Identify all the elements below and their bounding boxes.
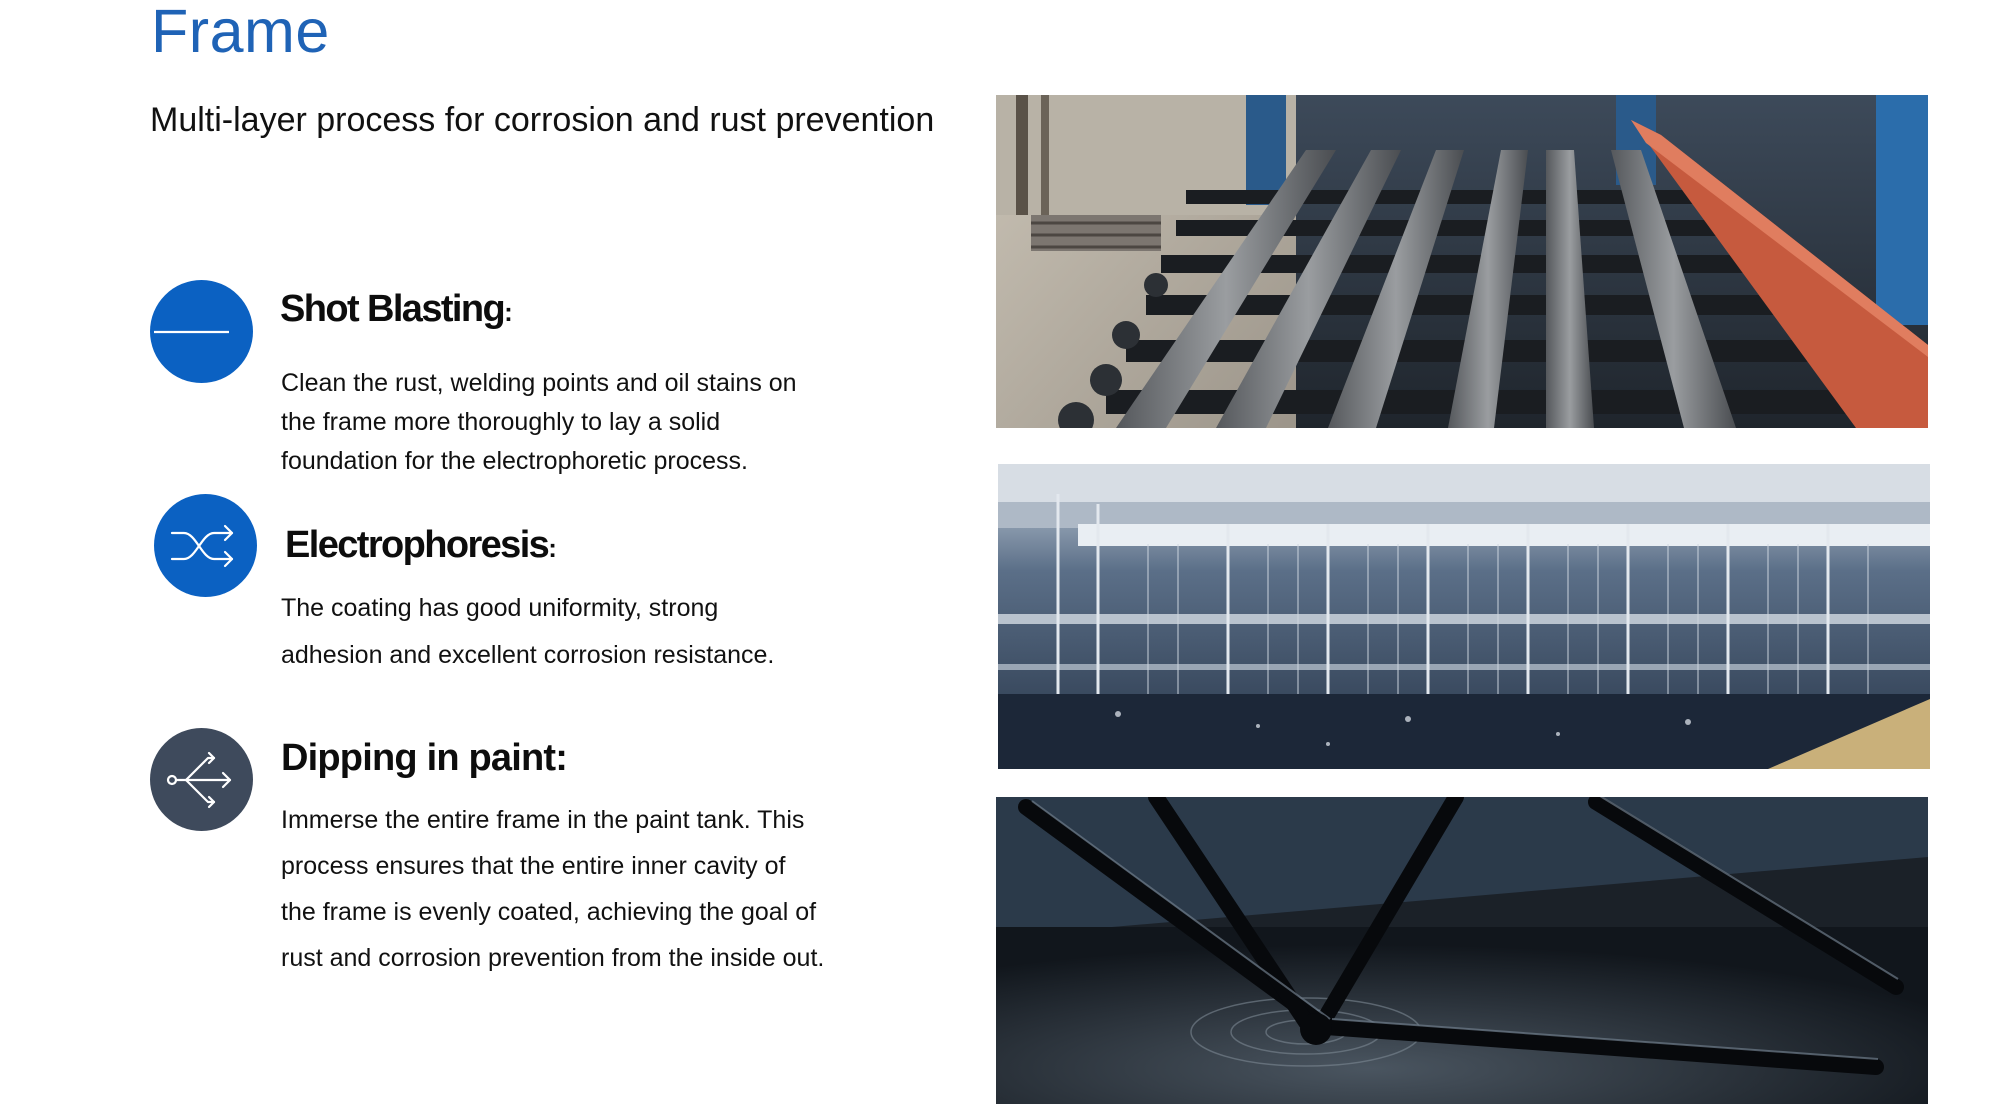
shot-blasting-title: Shot Blasting:	[280, 288, 513, 330]
shot-blasting-icon-badge	[150, 280, 253, 383]
dipping-icon-badge	[150, 728, 253, 831]
shuffle-icon	[154, 494, 257, 597]
electrophoresis-description	[281, 585, 774, 679]
branch-arrows-icon	[150, 728, 253, 831]
description-line: the frame more thoroughly to lay a solid	[281, 408, 721, 436]
description-line: the frame is evenly coated, achieving the goal of	[281, 898, 817, 926]
electrophoresis-icon-badge	[154, 494, 257, 597]
shot-blasting-photo	[996, 95, 1928, 428]
electrophoresis-title: Electrophoresis:	[285, 524, 557, 566]
description-line: process ensures that the entire inner cavity of	[281, 852, 786, 880]
page-subtitle: Multi-layer process for corrosion and rust prevention	[150, 101, 935, 139]
page-title: Frame	[151, 0, 330, 65]
dipping-description	[281, 797, 824, 981]
electrophoresis-tank-photo	[998, 464, 1930, 769]
description-line: Immerse the entire frame in the paint tank. This	[281, 806, 805, 834]
description-line: The coating has good uniformity, strong	[281, 594, 719, 622]
minus-icon	[150, 280, 253, 383]
paint-dipping-photo	[996, 797, 1928, 1104]
description-line: adhesion and excellent corrosion resistance.	[281, 641, 775, 669]
description-line: Clean the rust, welding points and oil stains on	[281, 369, 797, 397]
shot-blasting-description	[281, 364, 797, 481]
description-line: rust and corrosion prevention from the inside out.	[281, 944, 825, 972]
description-line: foundation for the electrophoretic process.	[281, 447, 748, 475]
dipping-title: Dipping in paint:	[281, 737, 568, 779]
